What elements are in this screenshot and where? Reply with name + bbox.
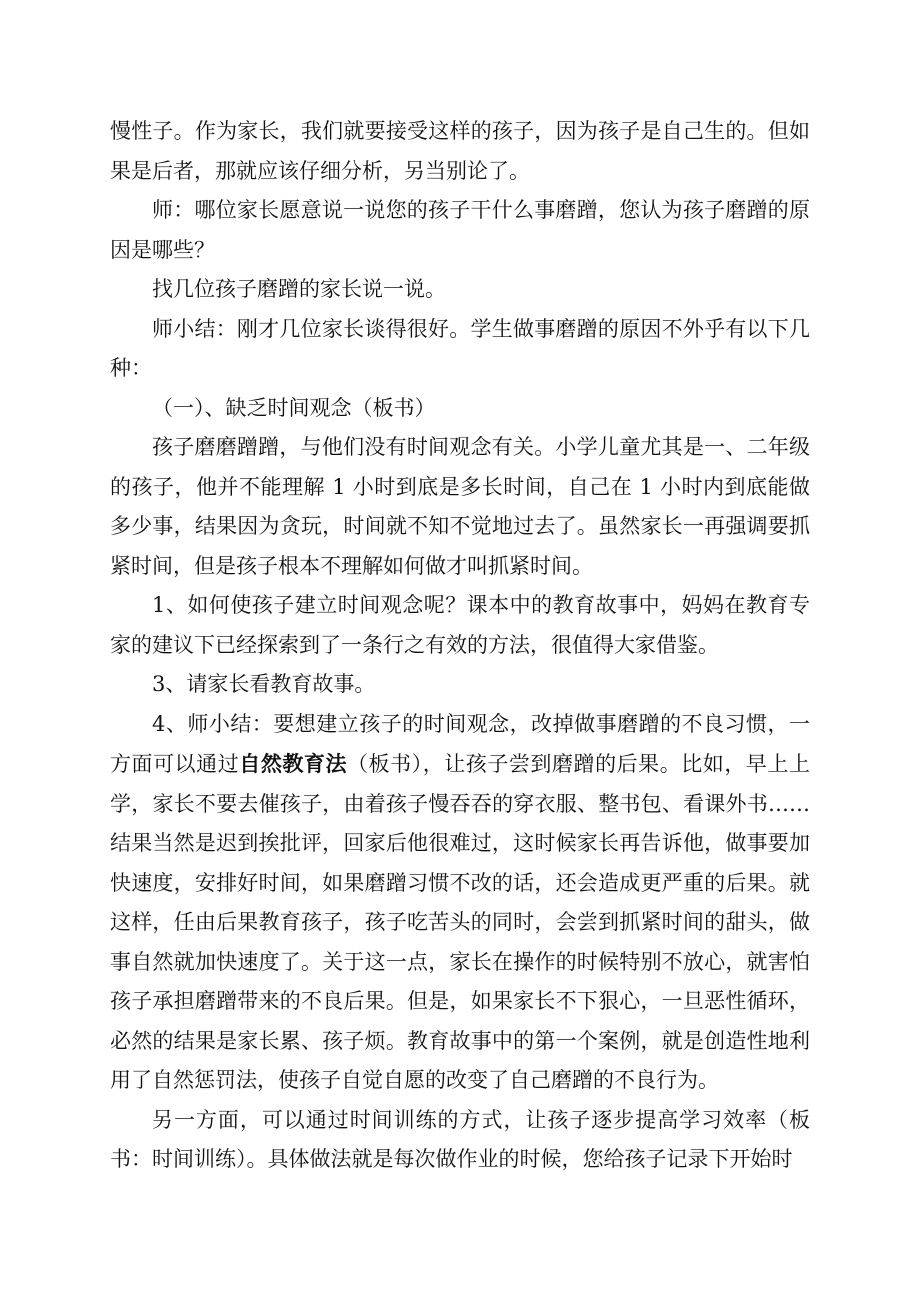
paragraph-time-training: 另一方面，可以通过时间训练的方式，让孩子逐步提高学习效率（板书：时间训练）。具体做法就是每次做作业的时候，您给孩子记录下开始时 xyxy=(110,1107,810,1171)
natural-education-method-bold: 自然教育法 xyxy=(239,751,348,776)
paragraph-step-4 xyxy=(110,705,810,1101)
paragraph-step-1: 1、如何使孩子建立时间观念呢？课本中的教育故事中，妈妈在教育专家的建议下已经探索到了一条行之有效的方法，很值得大家借鉴。 xyxy=(110,593,810,657)
paragraph-parent-activity: 找几位孩子磨蹭的家长说一说。 xyxy=(152,277,446,301)
paragraph-teacher-summary: 师小结：刚才几位家长谈得很好。学生做事磨蹭的原因不外乎有以下几种： xyxy=(110,316,810,380)
step-4-text-after: （板书），让孩子尝到磨蹭的后果。比如，早上上学，家长不要去催孩子，由着孩子慢吞吞的穿衣服、整书包、看课外书……结果当然是迟到挨批评，回家后他很难过，这时候家长再告诉他，做事要加快速度，安排好时间，如果磨蹭习惯不改的话，还会造成更严重的后果。就这样，任由后果教育孩子，孩子吃苦头的同时，会尝到抓紧时间的甜头，做事自然就加快速度了。关于这一点，家长在操作的时候特别不放心，就害怕孩子承担磨蹭带来的不良后果。但是，如果家长不下狠心，一旦恶性循环，必然的结果是家长累、孩子烦。教育故事中的第一个案例，就是创造性地利用了自然惩罚法，使孩子自觉自愿的改变了自己磨蹭的不良行为。 xyxy=(110,752,810,1092)
section-heading-lack-time-concept: （一）、缺乏时间观念（板书） xyxy=(152,395,436,420)
paragraph-continuation: 慢性子。作为家长，我们就要接受这样的孩子，因为孩子是自己生的。但如果是后者，那就应该仔细分析，另当别论了。 xyxy=(110,119,810,183)
paragraph-time-concept-explanation: 孩子磨磨蹭蹭，与他们没有时间观念有关。小学儿童尤其是一、二年级的孩子，他并不能理解 1 小时到底是多长时间，自己在 1 小时内到底能做多少事，结果因为贪玩，时间就不知不觉地过去了。虽然家长一再强调要抓紧时间，但是孩子根本不理解如何做才叫抓紧时间。 xyxy=(110,435,810,578)
paragraph-step-3: 3、请家长看教育故事。 xyxy=(152,672,376,696)
document-body xyxy=(110,112,810,1180)
step-4-text-before: 4、师小结：要想建立孩子的时间观念，改掉做事磨蹭的不良习惯，一方面可以通过 xyxy=(110,711,810,776)
paragraph-teacher-question: 师：哪位家长愿意说一说您的孩子干什么事磨蹭，您认为孩子磨蹭的原因是哪些？ xyxy=(110,198,810,262)
